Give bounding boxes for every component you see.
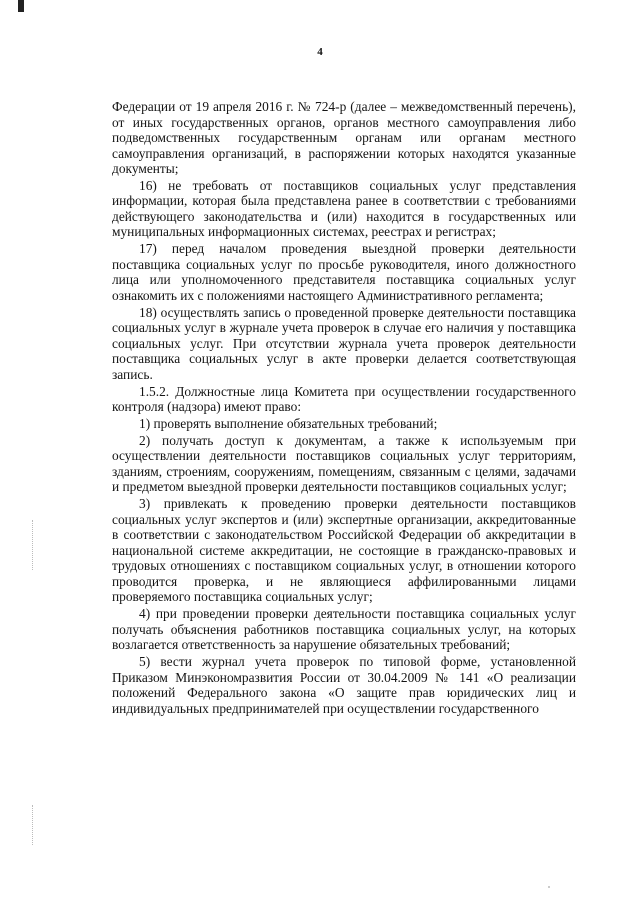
paragraph: 16) не требовать от поставщиков социальных услуг представления информации, которая была представлена ранее в соответствии с требованиями действующего законодательства и (или) находится в государственных или муниципальных информационных системах, реестрах и регистрах; (112, 177, 576, 240)
paragraph: 1.5.2. Должностные лица Комитета при осуществлении государственного контроля (надзора) имеют право: (112, 383, 576, 415)
paragraph: 3) привлекать к проведению проверки деятельности поставщиков социальных услуг экспертов и (или) экспертные организации, аккредитованные в соответствии с законодательством Российской Федерации об аккредитации в национальной системе аккредитации, не состоящие в гражданско-правовых и трудовых отношениях с поставщиком социальных услуг, в отношении которого проводится проверка, и не являющиеся аффилированными лицами проверяемого поставщика социальных услуг; (112, 496, 576, 605)
paragraph: 1) проверять выполнение обязательных требований; (139, 415, 438, 431)
scan-artifact (32, 520, 35, 570)
paragraph: Федерации от 19 апреля 2016 г. № 724-р (далее – межведомственный перечень), от иных государственных органов, органов местного самоуправления либо подведомственных государственным органам или органам местного самоуправления организаций, в распоряжении которых находятся указанные документы; (112, 99, 576, 176)
document-body (112, 99, 576, 717)
paragraph: 17) перед началом проведения выездной проверки деятельности поставщика социальных услуг по просьбе руководителя, иного должностного лица или уполномоченного представителя поставщика социальных услуг ознакомить их с положениями настоящего Административного регламента; (112, 241, 576, 303)
paragraph: 2) получать доступ к документам, а также к используемым при осуществлении деятельности поставщиков социальных услуг территориям, зданиям, строениям, сооружениям, помещениям, связанным с целями, задачами и предметом выездной проверки деятельности поставщиков социальных услуг; (112, 432, 576, 495)
paragraph: 18) осуществлять запись о проведенной проверке деятельности поставщика социальных услуг в журнале учета проверок в случае его наличия у поставщика социальных услуг. При отсутствии журнала учета проверок деятельности поставщика социальных услуг в акте проверки делается соответствующая запись. (112, 304, 576, 382)
paragraph: 4) при проведении проверки деятельности поставщика социальных услуг получать объяснения работников поставщика социальных услуг, на которых возлагается ответственность за нарушение обязательных требований; (112, 606, 576, 653)
page-number: 4 (317, 46, 323, 58)
scan-speck (548, 886, 550, 888)
paragraph: 5) вести журнал учета проверок по типовой форме, установленной Приказом Минэкономразвития России от 30.04.2009 № 141 «О реализации положений Федерального закона «О защите прав юридических лиц и индивидуальных предпринимателей при осуществлении государственного (112, 654, 576, 716)
scan-artifact (32, 805, 35, 845)
scan-corner-mark (18, 0, 24, 12)
